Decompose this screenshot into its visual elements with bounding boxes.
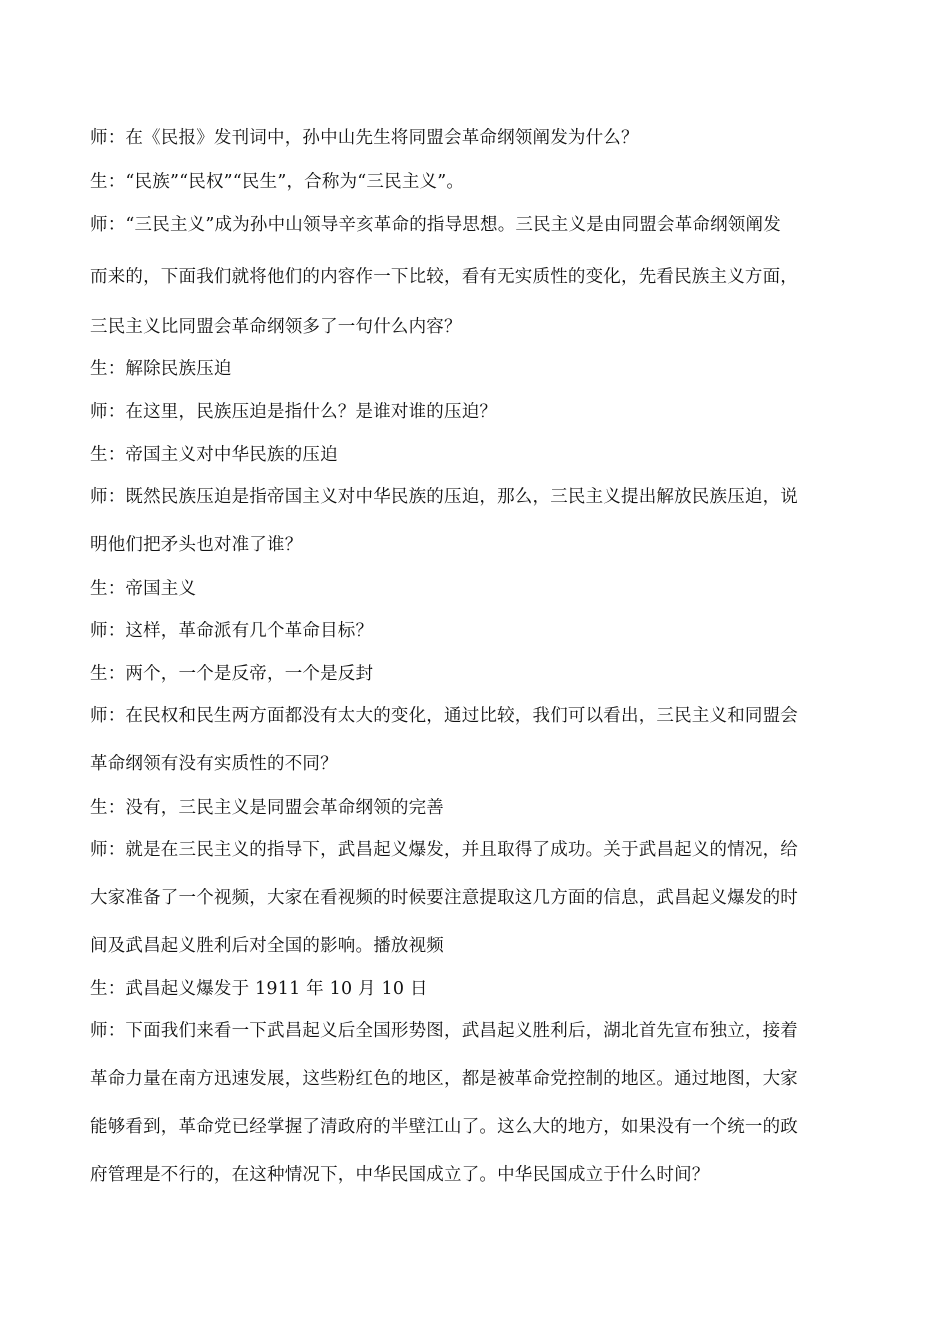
text-line: 师：下面我们来看一下武昌起义后全国形势图，武昌起义胜利后，湖北首先宣布独立，接着 <box>90 1021 798 1041</box>
text-line: 府管理是不行的，在这种情况下，中华民国成立了。中华民国成立于什么时间？ <box>90 1165 710 1185</box>
text-line: 师：在这里，民族压迫是指什么？是谁对谁的压迫？ <box>90 402 498 422</box>
text-line: 生：帝国主义对中华民族的压迫 <box>90 445 338 465</box>
text-line: 生：帝国主义 <box>90 579 197 599</box>
text-line: 而来的，下面我们就将他们的内容作一下比较，看有无实质性的变化，先看民族主义方面， <box>90 267 798 287</box>
text-line: 三民主义比同盟会革命纲领多了一句什么内容？ <box>90 317 462 337</box>
text-line: 师：这样，革命派有几个革命目标？ <box>90 621 374 641</box>
text-line: 师：在民权和民生两方面都没有太大的变化，通过比较，我们可以看出，三民主义和同盟会 <box>90 706 798 726</box>
text-line: 明他们把矛头也对准了谁？ <box>90 535 303 555</box>
text-line: 生：武昌起义爆发于 1911 年 10 月 10 日 <box>90 979 428 999</box>
text-line: 大家准备了一个视频，大家在看视频的时候要注意提取这几方面的信息，武昌起义爆发的时 <box>90 888 798 908</box>
text-line: 能够看到，革命党已经掌握了清政府的半壁江山了。这么大的地方，如果没有一个统一的政 <box>90 1117 798 1137</box>
text-line: 师：既然民族压迫是指帝国主义对中华民族的压迫，那么，三民主义提出解放民族压迫，说 <box>90 487 798 507</box>
text-line: 生：没有，三民主义是同盟会革命纲领的完善 <box>90 798 444 818</box>
text-line: 革命纲领有没有实质性的不同？ <box>90 754 338 774</box>
text-line: 革命力量在南方迅速发展，这些粉红色的地区，都是被革命党控制的地区。通过地图，大家 <box>90 1069 798 1089</box>
text-line: 生：“民族”“民权”“民生”，合称为“三民主义”。 <box>90 172 465 192</box>
text-line: 师：“三民主义”成为孙中山领导辛亥革命的指导思想。三民主义是由同盟会革命纲领阐发 <box>90 215 781 235</box>
text-line: 师：在《民报》发刊词中，孙中山先生将同盟会革命纲领阐发为什么？ <box>90 128 639 148</box>
text-line: 生：两个，一个是反帝，一个是反封 <box>90 664 374 684</box>
text-line: 师：就是在三民主义的指导下，武昌起义爆发，并且取得了成功。关于武昌起义的情况，给 <box>90 840 798 860</box>
text-line: 间及武昌起义胜利后对全国的影响。播放视频 <box>90 936 444 956</box>
text-line: 生：解除民族压迫 <box>90 359 232 379</box>
